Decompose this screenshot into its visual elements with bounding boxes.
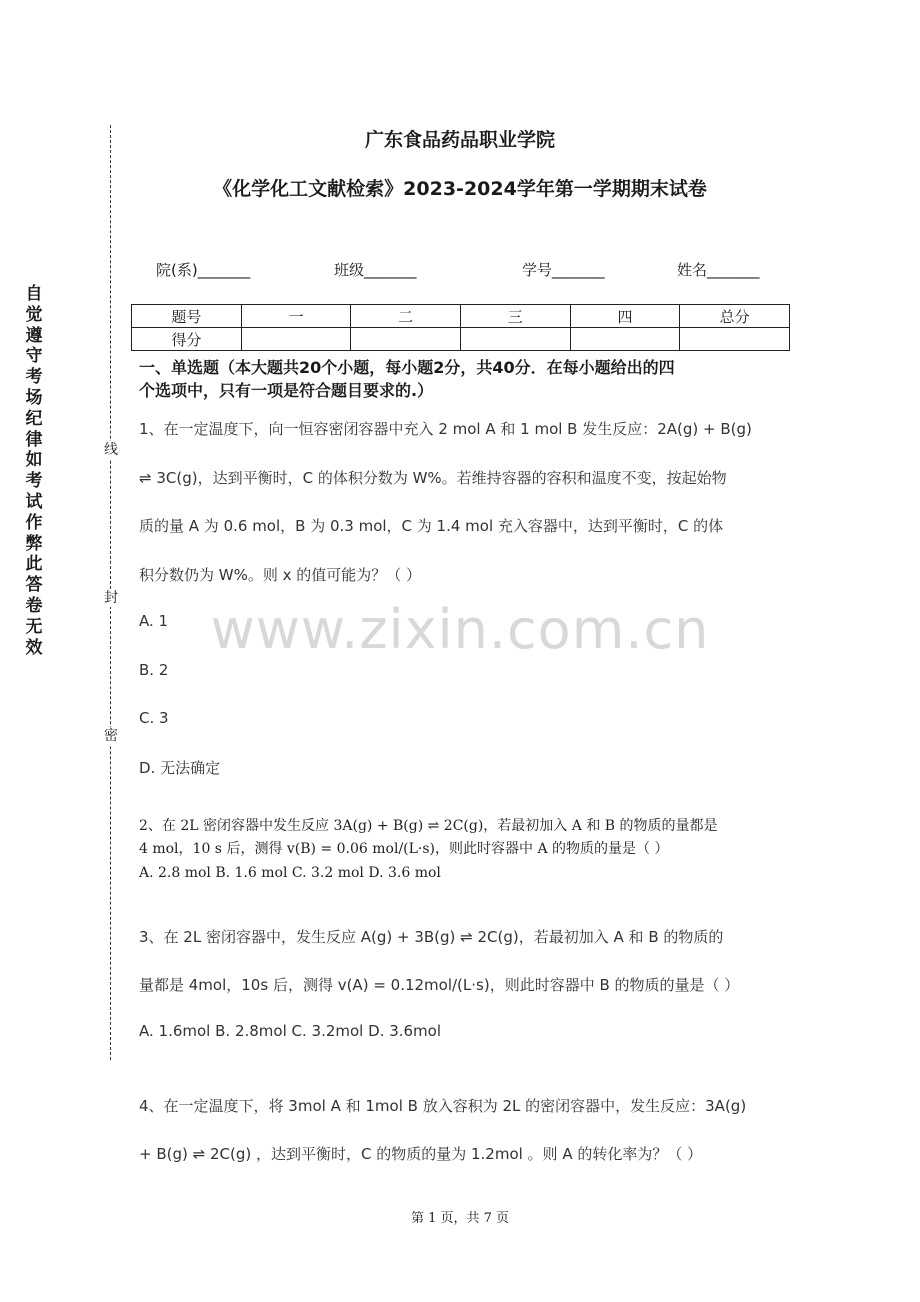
score-table bbox=[131, 304, 790, 351]
score-cell: 得分 bbox=[132, 328, 242, 351]
school-name: 广东食品药品职业学院 bbox=[364, 129, 555, 151]
q3-line: 量都是 4mol，10s 后，测得 v(A) = 0.12mol/(L·s)，则此时容器中 B 的物质的量是（ ） bbox=[139, 976, 740, 994]
q1-line: 积分数仍为 W%。则 x 的值可能为？（ ） bbox=[139, 566, 422, 584]
exam-title: 《化学化工文献检索》2023-2024学年第一学期期末试卷 bbox=[213, 178, 707, 200]
q1-line: 质的量 A 为 0.6 mol，B 为 0.3 mol，C 为 1.4 mol 充入容器中，达到平衡时，C 的体 bbox=[139, 517, 724, 535]
score-input-cell bbox=[460, 328, 570, 351]
seal-char-seal: 封 bbox=[104, 590, 118, 606]
q2-line: 2、在 2L 密闭容器中发生反应 3A(g) + B(g) ⇌ 2C(g)，若最初加入 A 和 B 的物质的量都是 bbox=[139, 818, 718, 834]
score-cell: 二 bbox=[351, 305, 461, 328]
seal-char-line: 线 bbox=[104, 442, 118, 458]
score-cell: 一 bbox=[241, 305, 351, 328]
q1-line: 1、在一定温度下，向一恒容密闭容器中充入 2 mol A 和 1 mol B 发生反应：2A(g) + B(g) bbox=[139, 420, 752, 438]
watermark: www.zixin.com.cn bbox=[210, 598, 710, 661]
seal-char-secret: 密 bbox=[104, 728, 118, 744]
q1-option-b: B. 2 bbox=[139, 661, 169, 679]
section-heading bbox=[139, 356, 789, 402]
q1-line: ⇌ 3C(g)，达到平衡时，C 的体积分数为 W%。若维持容器的容积和温度不变，按起始物 bbox=[139, 469, 727, 487]
score-cell: 题号 bbox=[132, 305, 242, 328]
q4-line: + B(g) ⇌ 2C(g) ，达到平衡时，C 的物质的量为 1.2mol 。则 A 的转化率为？（ ） bbox=[139, 1145, 703, 1163]
page-footer: 第 1 页，共 7 页 bbox=[410, 1211, 510, 1226]
q4-line: 4、在一定温度下，将 3mol A 和 1mol B 放入容积为 2L 的密闭容器中，发生反应：3A(g) bbox=[139, 1097, 747, 1115]
section-heading-line: 个选项中，只有一项是符合题目要求的.） bbox=[139, 381, 434, 400]
q1-option-a: A. 1 bbox=[139, 612, 169, 630]
q3-line: 3、在 2L 密闭容器中，发生反应 A(g) + 3B(g) ⇌ 2C(g)，若最初加入 A 和 B 的物质的 bbox=[139, 928, 724, 946]
score-input-cell bbox=[680, 328, 790, 351]
name-field: 姓名_______ bbox=[677, 261, 760, 279]
q3-options: A. 1.6mol B. 2.8mol C. 3.2mol D. 3.6mol bbox=[139, 1022, 442, 1040]
q2-options: A. 2.8 mol B. 1.6 mol C. 3.2 mol D. 3.6 mol bbox=[139, 865, 441, 881]
class-field: 班级_______ bbox=[334, 261, 417, 279]
student-id-field: 学号_______ bbox=[522, 261, 605, 279]
integrity-notice: 自觉遵守考场纪律如考试作弊此答卷无效 bbox=[25, 284, 43, 658]
score-table-header-row bbox=[132, 305, 790, 328]
q2-line: 4 mol，10 s 后，测得 v(B) = 0.06 mol/(L·s)，则此时容器中 A 的物质的量是（ ） bbox=[139, 841, 669, 857]
score-input-cell bbox=[241, 328, 351, 351]
q1-option-c: C. 3 bbox=[139, 709, 169, 727]
score-input-cell bbox=[570, 328, 680, 351]
department-field: 院(系)_______ bbox=[156, 261, 251, 279]
score-cell: 总分 bbox=[680, 305, 790, 328]
score-cell: 四 bbox=[570, 305, 680, 328]
score-cell: 三 bbox=[460, 305, 570, 328]
section-heading-line: 一、单选题（本大题共20个小题，每小题2分，共40分．在每小题给出的四 bbox=[139, 358, 675, 377]
score-table-score-row bbox=[132, 328, 790, 351]
score-input-cell bbox=[351, 328, 461, 351]
q1-option-d: D. 无法确定 bbox=[139, 759, 221, 777]
